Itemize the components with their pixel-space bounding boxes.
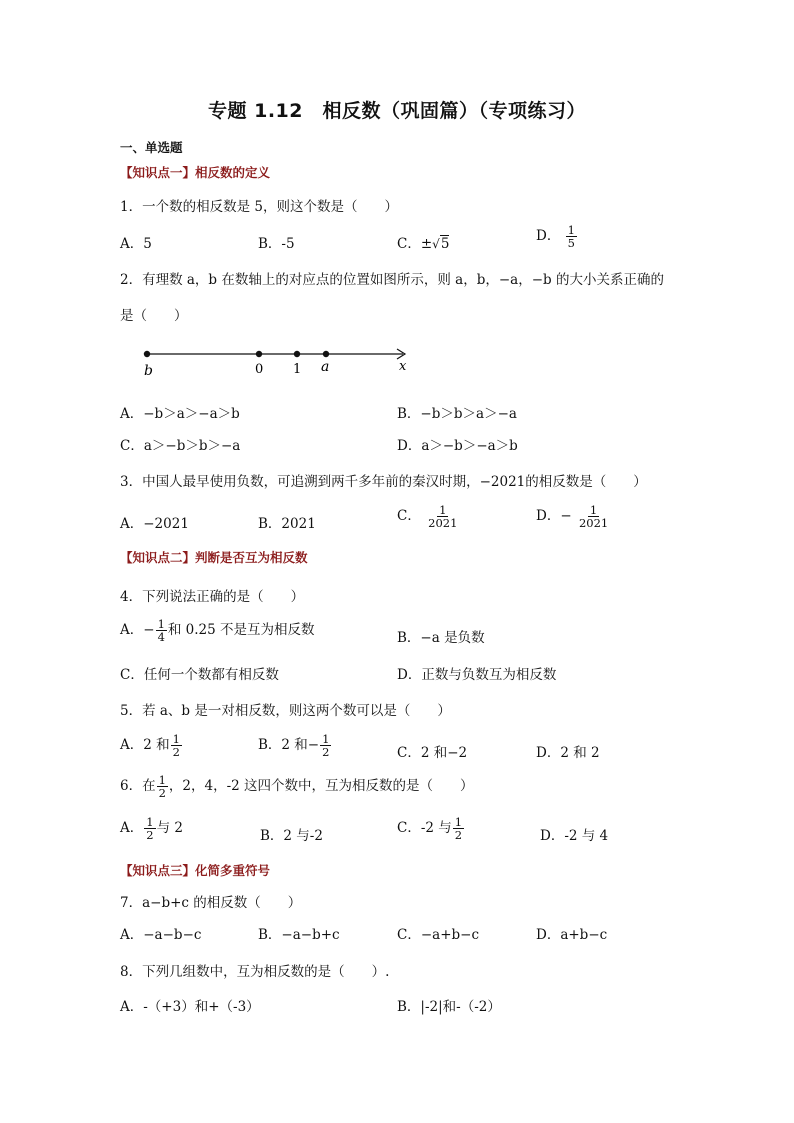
q5-option-a: A．2 和 $\frac{1}{2}$ — [120, 732, 180, 760]
q2-option-b: B．−b＞b＞a＞−a — [397, 406, 517, 422]
q4-option-d: D．正数与负数互为相反数 — [397, 667, 557, 683]
q6-option-b: B．2 与-2 — [260, 828, 323, 844]
label-a: a — [321, 359, 330, 375]
label-zero: 0 — [255, 362, 264, 377]
q4-option-a: A．− $\frac{1}{4}$ 和 0.25 不是互为相反数 — [120, 617, 315, 645]
q1-option-c: C．±√5 — [397, 236, 450, 252]
q1-option-c-prefix: C．± — [397, 236, 433, 252]
q3-option-c: C． $\frac{1}{2021}$ — [397, 503, 458, 531]
q6-option-a-fraction: $\frac{1}{2}$ — [146, 815, 154, 843]
q1-option-a: A．5 — [120, 236, 152, 252]
knowledge-point-1: 【知识点一】相反数的定义 — [120, 165, 271, 180]
question-3-stem: 3．中国人最早使用负数，可追溯到两千多年前的秦汉时期，−2021的相反数是（ ） — [120, 474, 647, 490]
q7-option-a: A．−a−b−c — [120, 927, 202, 943]
q3-option-a: A．−2021 — [120, 516, 189, 532]
question-2-stem-line2: 是（ ） — [120, 308, 188, 324]
q2-option-c: C．a＞−b＞b＞−a — [120, 438, 241, 454]
q5-option-c: C．2 和−2 — [397, 745, 468, 761]
knowledge-point-3: 【知识点三】化简多重符号 — [120, 863, 271, 878]
point-zero — [256, 351, 262, 357]
q1-option-b: B．-5 — [258, 236, 295, 252]
question-4-stem: 4．下列说法正确的是（ ） — [120, 589, 305, 605]
question-1-stem: 1．一个数的相反数是 5，则这个数是（ ） — [120, 199, 398, 215]
q6-option-a: A． $\frac{1}{2}$ 与 2 — [120, 815, 183, 843]
q8-option-a: A．-（+3）和+（-3） — [120, 999, 260, 1015]
question-7-stem: 7．a−b+c 的相反数（ ） — [120, 895, 302, 911]
q3-option-c-fraction: $\frac{1}{2021}$ — [428, 503, 458, 531]
q8-option-b: B．|-2|和-（-2） — [397, 999, 501, 1015]
q3-option-d-fraction: $\frac{1}{2021}$ — [578, 503, 609, 531]
question-5-stem: 5．若 a、b 是一对相反数，则这两个数可以是（ ） — [120, 703, 451, 719]
q3-option-d: D．− $\frac{1}{2021}$ — [536, 503, 609, 531]
q4-option-c: C．任何一个数都有相反数 — [120, 667, 279, 683]
q6-option-c: C．-2 与 $\frac{1}{2}$ — [397, 815, 463, 843]
question-6-stem: 6．在 $\frac{1}{2}$ ，2，4，-2 这四个数中，互为相反数的是（ ） — [120, 773, 474, 801]
point-one — [294, 351, 300, 357]
q2-option-a: A．−b＞a＞−a＞b — [120, 406, 240, 422]
label-x: x — [399, 359, 407, 374]
q4-option-a-fraction: $\frac{1}{4}$ — [157, 617, 165, 645]
label-one: 1 — [293, 362, 302, 377]
q5-option-b: B．2 和− $\frac{1}{2}$ — [258, 732, 330, 760]
q5-option-d: D．2 和 2 — [536, 745, 600, 761]
page-title: 专题 1.12 相反数（巩固篇）（专项练习） — [208, 100, 586, 122]
q2-option-d: D．a＞−b＞−a＞b — [397, 438, 518, 454]
q7-option-b: B．−a−b+c — [258, 927, 340, 943]
question-8-stem: 8．下列几组数中，互为相反数的是（ ）. — [120, 964, 390, 980]
q7-option-c: C．−a+b−c — [397, 927, 480, 943]
section-heading-single-choice: 一、单选题 — [120, 140, 183, 155]
q3-option-b: B．2021 — [258, 516, 316, 532]
q1-option-d-prefix: D． — [536, 228, 561, 245]
q6-option-d: D．-2 与 4 — [540, 828, 609, 844]
q6-option-c-fraction: $\frac{1}{2}$ — [454, 815, 463, 843]
q1-option-d-fraction: $\frac{1}{5}$ — [567, 223, 575, 251]
knowledge-point-2: 【知识点二】判断是否互为相反数 — [120, 550, 308, 565]
q1-option-d — [536, 224, 578, 249]
q6-stem-fraction: $\frac{1}{2}$ — [158, 773, 166, 801]
q5-option-a-fraction: $\frac{1}{2}$ — [172, 732, 180, 760]
q1-option-c-radicand: 5 — [440, 236, 450, 252]
q4-option-b: B．−a 是负数 — [397, 630, 485, 646]
q7-option-d: D．a+b−c — [536, 927, 608, 943]
point-b — [144, 351, 150, 357]
question-2-stem-line1: 2．有理数 a，b 在数轴上的对应点的位置如图所示，则 a，b，−a，−b 的大小关系正确的 — [120, 272, 664, 288]
point-a — [323, 351, 329, 357]
q5-option-b-fraction: $\frac{1}{2}$ — [322, 732, 330, 760]
label-b: b — [144, 363, 153, 379]
number-line-diagram — [135, 340, 415, 380]
